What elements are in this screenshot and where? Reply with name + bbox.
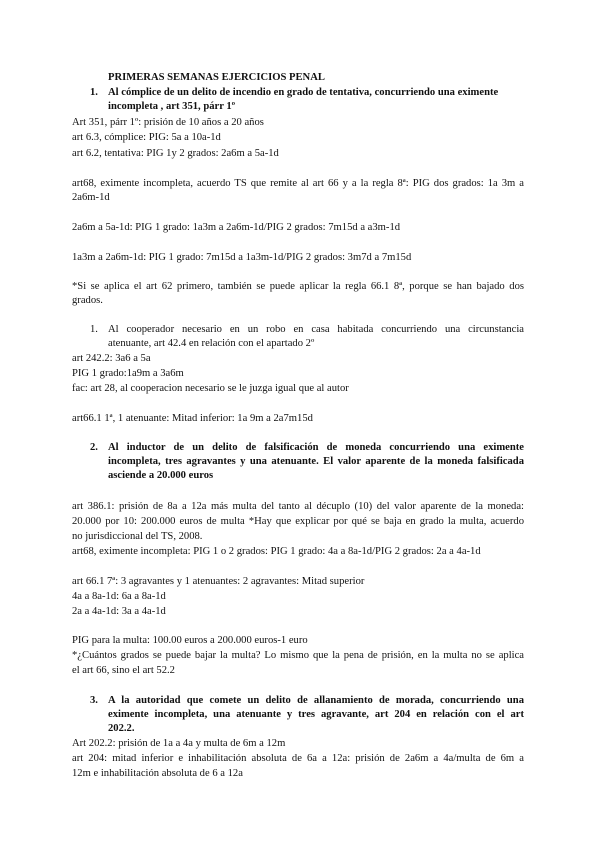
text-line: PIG para la multa: 100.00 euros a 200.000 euros-1 euro xyxy=(72,635,308,646)
text-line: 4a a 8a-1d: 6a a 8a-1d xyxy=(72,591,166,602)
exercise-number: 2. xyxy=(90,442,98,453)
text-line: Art 202.2: prisión de 1a a 4a y multa de 6m a 12m xyxy=(72,738,286,749)
exercise-heading-line: 202.2. xyxy=(108,723,135,734)
text-line: art66.1 1ª, 1 atenuante: Mitad inferior: 1a 9m a 2a7m15d xyxy=(72,413,313,424)
exercise-heading-line: incompleta, tres agravantes y una atenuante. El valor aparente de la moneda falsificada xyxy=(108,456,524,467)
exercise-heading-line: Al inductor de un delito de falsificación de moneda concurriendo una eximente xyxy=(108,442,524,453)
text-line: 1a3m a 2a6m-1d: PIG 1 grado: 7m15d a 1a3m-1d/PIG 2 grados: 3m7d a 7m15d xyxy=(72,252,412,263)
text-line: 2a a 4a-1d: 3a a 4a-1d xyxy=(72,606,166,617)
note-line: el art 66, sino el art 52.2 xyxy=(72,665,175,676)
text-line: PIG 1 grado:1a9m a 3a6m xyxy=(72,368,184,379)
text-line: 2a6m-1d xyxy=(72,192,110,203)
exercise-number: 1. xyxy=(90,324,98,335)
text-line: art 66.1 7ª: 3 agravantes y 1 atenuantes: 2 agravantes: Mitad superior xyxy=(72,576,365,587)
text-line: art 6.2, tentativa: PIG 1y 2 grados: 2a6m a 5a-1d xyxy=(72,148,279,159)
exercise-heading-line: incompleta , art 351, párr 1º xyxy=(108,101,236,112)
text-line: 20.000 por 10: 200.000 euros de multa *Hay que explicar por qué se baja en grado la multa, acuerdo xyxy=(72,516,524,527)
text-line: art 204: mitad inferior e inhabilitación absoluta de 6a a 12a: prisión de 2a6m a 4a/multa de 6m a xyxy=(72,753,524,764)
text-line: art 386.1: prisión de 8a a 12a más multa del tanto al décuplo (10) del valor aparente de la moneda: xyxy=(72,501,524,512)
exercise-heading-line: A la autoridad que comete un delito de allanamiento de morada, concurriendo una xyxy=(108,695,524,706)
exercise-heading-line: Al cooperador necesario en un robo en casa habitada concurriendo una circunstancia xyxy=(108,324,524,335)
text-line: 12m e inhabilitación absoluta de 6 a 12a xyxy=(72,768,243,779)
text-line: 2a6m a 5a-1d: PIG 1 grado: 1a3m a 2a6m-1d/PIG 2 grados: 7m15d a a3m-1d xyxy=(72,222,401,233)
exercise-number: 3. xyxy=(90,695,98,706)
exercise-heading-line: atenuante, art 42.4 en relación con el apartado 2º xyxy=(108,338,315,349)
text-line: art 6.3, cómplice: PIG: 5a a 10a-1d xyxy=(72,132,221,143)
note-line: grados. xyxy=(72,295,103,306)
text-line: Art 351, párr 1º: prisión de 10 años a 20 años xyxy=(72,117,264,128)
note-line: *Si se aplica el art 62 primero, también se puede aplicar la regla 66.1 8ª, porque se han bajado dos xyxy=(72,281,524,292)
text-line: fac: art 28, al cooperacion necesario se le juzga igual que al autor xyxy=(72,383,349,394)
exercise-heading-line: eximente incompleta, una atenuante y tres agravante, art 204 en relación con el art xyxy=(108,709,524,720)
text-line: art 242.2: 3a6 a 5a xyxy=(72,353,151,364)
text-line: no jurisdiccional del TS, 2008. xyxy=(72,531,203,542)
exercise-heading-line: Al cómplice de un delito de incendio en grado de tentativa, concurriendo una eximente xyxy=(108,87,499,98)
note-line: *¿Cuántos grados se puede bajar la multa? Lo mismo que la pena de prisión, en la multa no se aplica xyxy=(72,650,524,661)
page-title: PRIMERAS SEMANAS EJERCICIOS PENAL xyxy=(108,72,325,83)
text-line: art68, eximente incompleta: PIG 1 o 2 grados: PIG 1 grado: 4a a 8a-1d/PIG 2 grados: 2a a 4a-1d xyxy=(72,546,481,557)
text-line: art68, eximente incompleta, acuerdo TS que remite al art 66 y a la regla 8ª: PIG dos grados: 1a 3m a xyxy=(72,178,524,189)
exercise-number: 1. xyxy=(90,87,98,98)
exercise-heading-line: asciende a 20.000 euros xyxy=(108,470,214,481)
